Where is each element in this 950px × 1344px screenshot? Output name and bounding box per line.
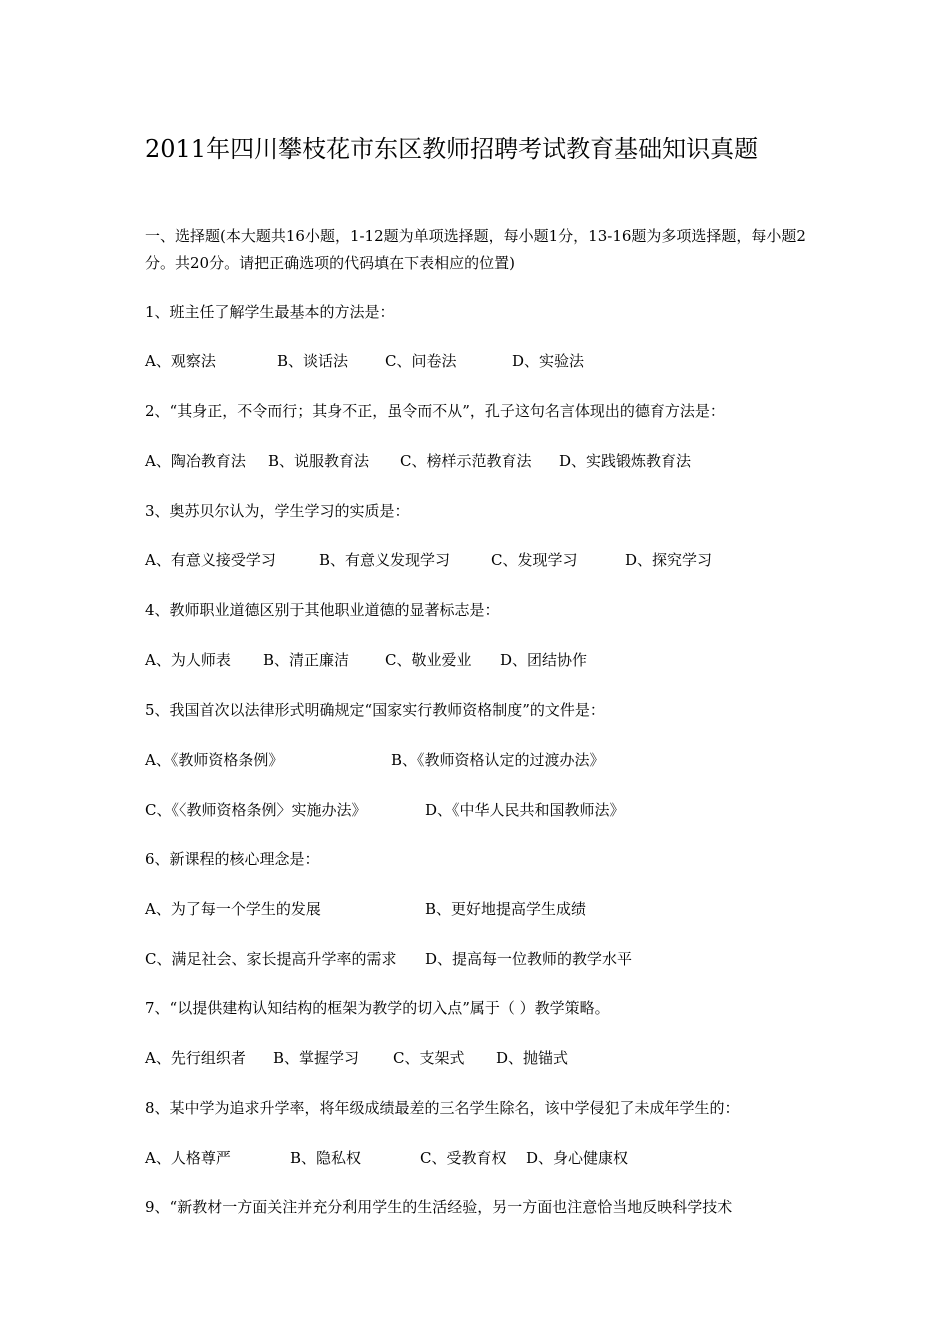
option-b: B、清正廉洁 bbox=[263, 651, 350, 669]
option-c: C、满足社会、家长提高升学率的需求 bbox=[145, 950, 397, 968]
option-b: B、隐私权 bbox=[290, 1149, 362, 1167]
option-a: A、先行组织者 bbox=[145, 1049, 246, 1067]
question-stem: 1、班主任了解学生最基本的方法是： bbox=[145, 303, 395, 321]
option-a: A、陶冶教育法 bbox=[145, 452, 246, 470]
option-row bbox=[145, 549, 825, 571]
question-stem: 2、“其身正，不令而行；其身不正，虽令而不从”，孔子这句名言体现出的德育方法是： bbox=[145, 402, 725, 420]
option-d: D、抛锚式 bbox=[496, 1049, 569, 1067]
question-stem: 8、某中学为追求升学率，将年级成绩最差的三名学生除名，该中学侵犯了未成年学生的： bbox=[145, 1099, 740, 1117]
option-row bbox=[145, 450, 825, 472]
option-row bbox=[145, 948, 825, 970]
option-c: C、《〈教师资格条例〉实施办法》 bbox=[145, 801, 367, 819]
section-intro: 一、选择题(本大题共16小题，1-12题为单项选择题，每小题1分，13-16题为多项选择题，每小题2分。共20分。请把正确选项的代码填在下表相应的位置) bbox=[145, 227, 806, 272]
option-c: C、问卷法 bbox=[385, 352, 457, 370]
question-stem: 4、教师职业道德区别于其他职业道德的显著标志是： bbox=[145, 601, 500, 619]
option-d: D、身心健康权 bbox=[526, 1149, 629, 1167]
option-c: C、发现学习 bbox=[491, 551, 578, 569]
option-a: A、人格尊严 bbox=[145, 1149, 231, 1167]
option-row bbox=[145, 898, 825, 920]
question-stem: 7、“以提供建构认知结构的框架为教学的切入点”属于（ ）教学策略。 bbox=[145, 999, 610, 1017]
option-row bbox=[145, 749, 825, 771]
option-d: D、实验法 bbox=[512, 352, 585, 370]
document-title: 2011年四川攀枝花市东区教师招聘考试教育基础知识真题 bbox=[145, 135, 759, 163]
option-a: A、为人师表 bbox=[145, 651, 231, 669]
option-a: A、有意义接受学习 bbox=[145, 551, 276, 569]
option-b: B、《教师资格认定的过渡办法》 bbox=[391, 751, 605, 769]
option-d: D、《中华人民共和国教师法》 bbox=[425, 801, 625, 819]
option-d: D、提高每一位教师的教学水平 bbox=[425, 950, 633, 968]
question-stem: 5、我国首次以法律形式明确规定“国家实行教师资格制度”的文件是： bbox=[145, 701, 605, 719]
option-d: D、实践锻炼教育法 bbox=[559, 452, 692, 470]
option-c: C、榜样示范教育法 bbox=[400, 452, 532, 470]
option-b: B、说服教育法 bbox=[268, 452, 370, 470]
option-a: A、为了每一个学生的发展 bbox=[145, 900, 321, 918]
option-b: B、掌握学习 bbox=[273, 1049, 360, 1067]
option-c: C、支架式 bbox=[393, 1049, 465, 1067]
option-b: B、更好地提高学生成绩 bbox=[425, 900, 587, 918]
option-c: C、受教育权 bbox=[420, 1149, 507, 1167]
option-b: B、谈话法 bbox=[277, 352, 349, 370]
option-row bbox=[145, 649, 825, 671]
option-b: B、有意义发现学习 bbox=[319, 551, 451, 569]
option-row bbox=[145, 1147, 825, 1169]
question-stem: 3、奥苏贝尔认为，学生学习的实质是： bbox=[145, 502, 410, 520]
option-c: C、敬业爱业 bbox=[385, 651, 472, 669]
option-row bbox=[145, 799, 825, 821]
option-row bbox=[145, 1047, 825, 1069]
question-stem: 6、新课程的核心理念是： bbox=[145, 850, 320, 868]
option-d: D、团结协作 bbox=[500, 651, 588, 669]
option-d: D、探究学习 bbox=[625, 551, 713, 569]
question-stem: 9、“新教材一方面关注并充分利用学生的生活经验，另一方面也注意恰当地反映科学技术 bbox=[145, 1198, 733, 1216]
option-a: A、观察法 bbox=[145, 352, 216, 370]
option-row bbox=[145, 350, 825, 372]
option-a: A、《教师资格条例》 bbox=[145, 751, 284, 769]
